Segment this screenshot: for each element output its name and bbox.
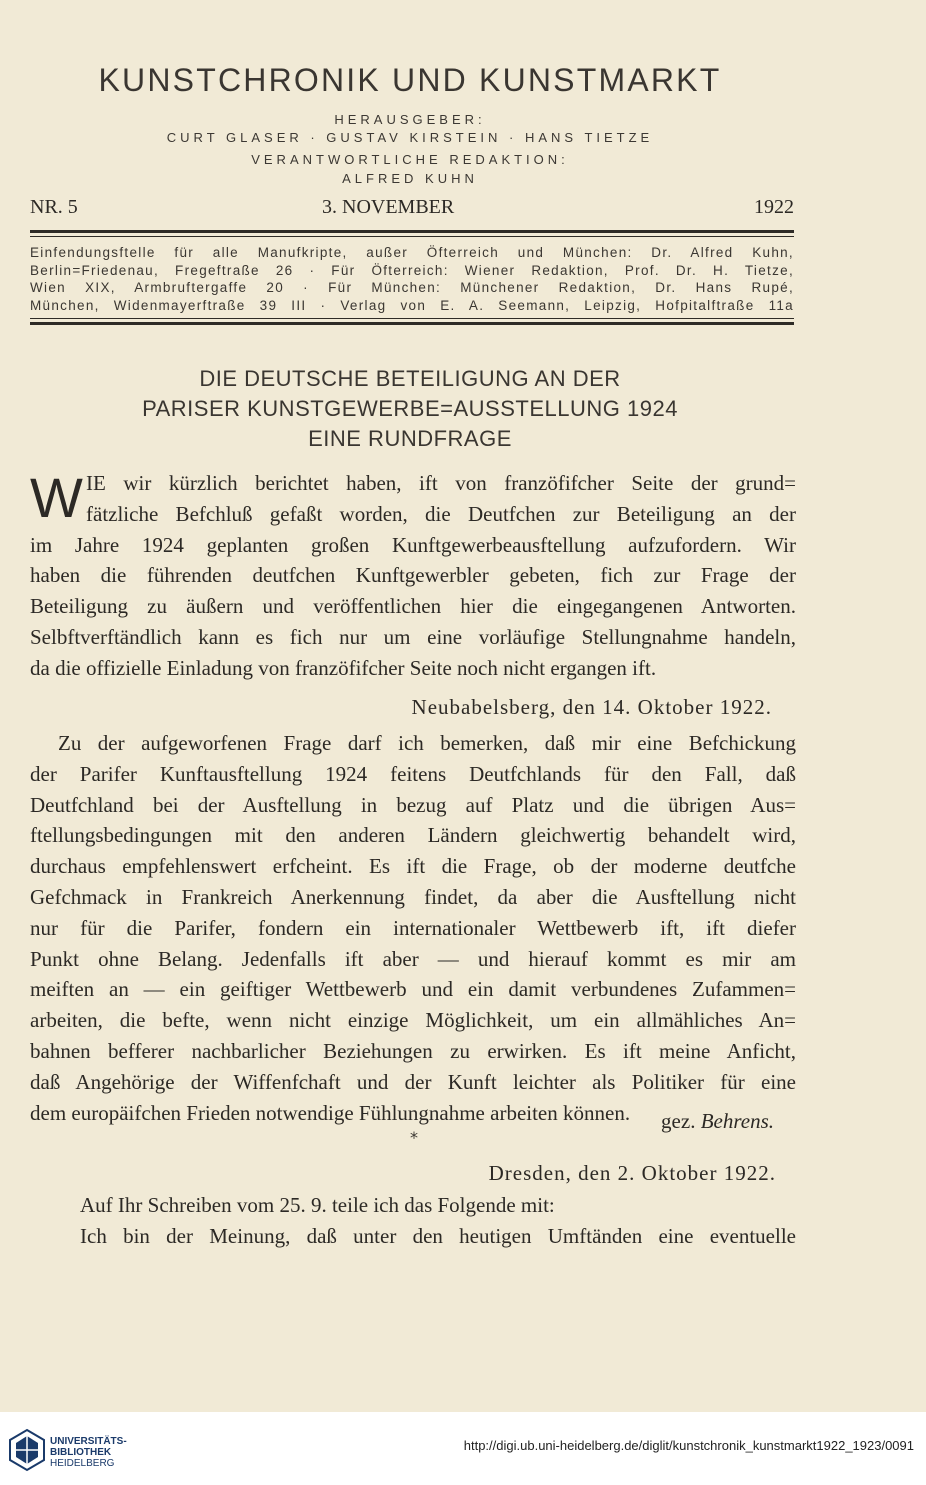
text-line: Auf Ihr Schreiben vom 25. 9. teile ich das Folgende mit:: [80, 1193, 555, 1217]
journal-title: KUNSTCHRONIK UND KUNSTMARKT: [98, 62, 722, 98]
issue-line: [30, 196, 794, 222]
text-line: Ich bin der Meinung, daß unter den heutigen Umftänden eine eventuelle: [80, 1223, 796, 1248]
source-url-link[interactable]: http://digi.ub.uni-heidelberg.de/diglit/kunstchronik_kunstmarkt1922_1923/0091: [463, 1438, 914, 1453]
signature: [30, 1106, 774, 1137]
text-line: Gefchmack in Frankreich Anerkennung findet, da aber die Ausftellung nicht: [30, 884, 796, 909]
bottom-rule-thick: [30, 322, 794, 325]
letter1-paragraph: [30, 728, 796, 1128]
article-headline-1: DIE DEUTSCHE BETEILIGUNG AN DER: [199, 366, 621, 391]
text-line: Beteiligung zu äußern und veröffentlichen hier die eingegangenen Antworten.: [30, 594, 796, 619]
issue-year: 1922: [754, 196, 794, 218]
submission-info: [30, 244, 794, 314]
info-line: München, Widenmayerftraße 39 III · Verlag von E. A. Seemann, Leipzig, Hofpitalftraße 11a: [30, 297, 794, 313]
section-separator: *: [410, 1128, 418, 1147]
editorial-label: VERANTWORTLICHE REDAKTION:: [251, 152, 569, 167]
library-name-line: HEIDELBERG: [50, 1458, 115, 1469]
text-line: Punkt ohne Belang. Jedenfalls ift aber — und hierauf kommt es mir am: [30, 946, 796, 971]
issue-date: 3. NOVEMBER: [322, 196, 455, 218]
library-name-line: UNIVERSITÄTS-: [50, 1436, 127, 1447]
signature-name: Behrens.: [700, 1109, 774, 1133]
article-headline-3: EINE RUNDFRAGE: [308, 426, 512, 451]
issue-number: NR. 5: [30, 196, 78, 218]
editors-label: HERAUSGEBER:: [334, 112, 486, 127]
text-line: Zu der aufgeworfenen Frage darf ich bemerken, daß mir eine Befchickung: [58, 731, 796, 755]
info-line: Wien XIX, Armbruftergaffe 20 · Für München: Münchener Redaktion, Dr. Hans Rupé,: [30, 280, 794, 295]
text-line: arbeiten, die befte, wenn nicht einzige Möglichkeit, um ein allmähliches An=: [30, 1008, 796, 1033]
text-line: Selbftverftändlich kann es fich nur um eine vorläufige Stellungnahme handeln,: [30, 624, 796, 649]
text-line: durchaus empfehlenswert erfcheint. Es ift die Frage, ob der moderne deutfche: [30, 854, 796, 879]
intro-paragraph: [30, 468, 796, 684]
editorial-name: ALFRED KUHN: [342, 171, 478, 186]
info-line: Berlin=Friedenau, Fregeftraße 26 · Für Öfterreich: Wiener Redaktion, Prof. Dr. H. Tietze,: [30, 262, 794, 278]
editors-names: CURT GLASER · GUSTAV KIRSTEIN · HANS TIETZE: [166, 130, 654, 145]
library-name: [50, 1436, 127, 1469]
library-name-line: BIBLIOTHEK: [50, 1447, 112, 1458]
letter2-place-date: Dresden, den 2. Oktober 1922.: [488, 1161, 776, 1185]
text-line: daß Angehörige der Wiffenfchaft und der Kunft leichter als Politiker für eine: [30, 1069, 796, 1094]
text-line: der Parifer Kunftausftellung 1924 feitens Deutfchlands für den Fall, daß: [30, 761, 796, 786]
text-line: bahnen befferer nachbarlicher Beziehungen zu erwirken. Es ift meine Anficht,: [30, 1038, 796, 1063]
text-line: dem europäifchen Frieden notwendige Fühlungnahme arbeiten können.: [30, 1100, 631, 1125]
top-rule-thin: [30, 236, 794, 237]
text-line: meiften an — ein geiftiger Wettbewerb und ein damit verbundenes Zufammen=: [30, 977, 796, 1002]
text-line: da die offizielle Einladung von franzöfifcher Seite noch nicht ergangen ift.: [30, 655, 657, 680]
text-line: IE wir kürzlich berichtet haben, ift von franzöfifcher Seite der grund=: [86, 471, 796, 495]
viewer-footer: [0, 1412, 926, 1485]
letter2-paragraph: [30, 1190, 796, 1252]
text-line: haben die führenden deutfchen Kunftgewerbler gebeten, fich zur Frage der: [30, 563, 796, 588]
drop-cap: W: [30, 466, 83, 529]
text-line: fätzliche Befchluß gefaßt worden, die Deutfchen zur Beteiligung an der: [86, 501, 796, 526]
info-line: Einfendungsftelle für alle Manufkripte, außer Öfterreich und München: Dr. Alfred Kuhn,: [30, 245, 794, 260]
letter1-place-date: Neubabelsberg, den 14. Oktober 1922.: [411, 695, 772, 719]
bottom-rule-thin: [30, 318, 794, 319]
text-line: ftellungsbedingungen mit den anderen Ländern gleichwertig behandelt wird,: [30, 823, 796, 848]
top-rule-thick: [30, 230, 794, 233]
text-line: Deutfchland bei der Ausftellung in bezug auf Platz und die übrigen Aus=: [30, 792, 796, 817]
text-line: nur für die Parifer, fondern ein internationaler Wettbewerb ift, ift diefer: [30, 915, 796, 940]
signature-prefix: gez.: [661, 1109, 696, 1133]
article-headline-2: PARISER KUNSTGEWERBE=AUSSTELLUNG 1924: [142, 396, 678, 421]
text-line: im Jahre 1924 geplanten großen Kunftgewerbeausftellung aufzufordern. Wir: [30, 532, 796, 557]
university-library-logo-icon: [8, 1428, 46, 1472]
